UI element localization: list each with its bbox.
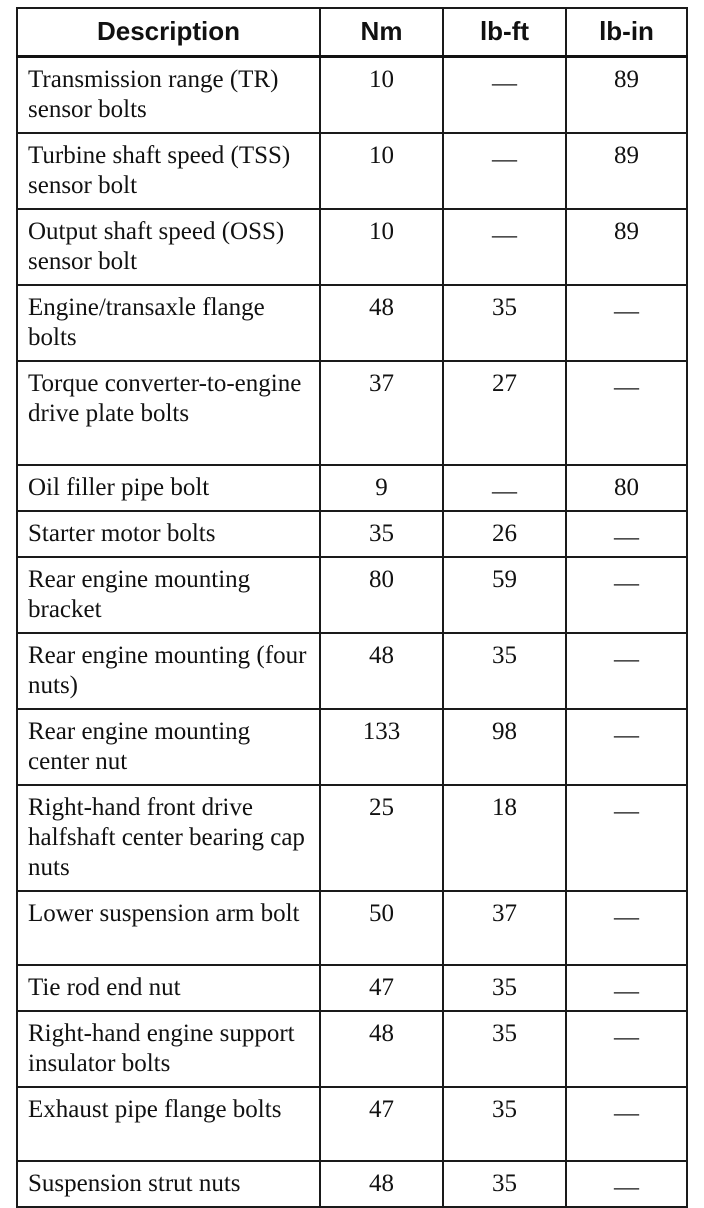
lbft-cell: — bbox=[443, 209, 566, 285]
lbft-cell: 37 bbox=[443, 891, 566, 965]
table-row bbox=[17, 285, 687, 361]
lbft-cell: 35 bbox=[443, 965, 566, 1011]
description-cell: Right-hand front drive halfshaft center bearing cap nuts bbox=[17, 785, 320, 891]
table-row bbox=[17, 361, 687, 465]
lbft-cell: 35 bbox=[443, 633, 566, 709]
nm-cell: 133 bbox=[320, 709, 443, 785]
nm-cell: 10 bbox=[320, 56, 443, 133]
lbft-cell: 98 bbox=[443, 709, 566, 785]
lbin-cell: — bbox=[566, 1011, 687, 1087]
lbft-cell: — bbox=[443, 133, 566, 209]
lbin-cell: — bbox=[566, 557, 687, 633]
nm-cell: 47 bbox=[320, 1087, 443, 1161]
lbft-cell: 59 bbox=[443, 557, 566, 633]
nm-cell: 37 bbox=[320, 361, 443, 465]
table-row bbox=[17, 56, 687, 133]
lbin-cell: — bbox=[566, 285, 687, 361]
lbin-cell: — bbox=[566, 965, 687, 1011]
lbin-cell: — bbox=[566, 891, 687, 965]
description-cell: Right-hand engine support insulator bolts bbox=[17, 1011, 320, 1087]
nm-cell: 48 bbox=[320, 633, 443, 709]
table-row bbox=[17, 709, 687, 785]
lbft-cell: 35 bbox=[443, 285, 566, 361]
table-row bbox=[17, 511, 687, 557]
lbft-cell: 35 bbox=[443, 1011, 566, 1087]
table-row bbox=[17, 891, 687, 965]
lbft-cell: 35 bbox=[443, 1161, 566, 1207]
nm-cell: 47 bbox=[320, 965, 443, 1011]
lbin-cell: 89 bbox=[566, 209, 687, 285]
description-cell: Rear engine mounting bracket bbox=[17, 557, 320, 633]
table-row bbox=[17, 633, 687, 709]
description-cell: Rear engine mounting (four nuts) bbox=[17, 633, 320, 709]
description-cell: Engine/transaxle flange bolts bbox=[17, 285, 320, 361]
table-row bbox=[17, 1011, 687, 1087]
lbin-cell: — bbox=[566, 361, 687, 465]
table-header bbox=[17, 8, 687, 56]
table-row bbox=[17, 965, 687, 1011]
lbft-cell: 26 bbox=[443, 511, 566, 557]
description-cell: Rear engine mounting center nut bbox=[17, 709, 320, 785]
nm-cell: 25 bbox=[320, 785, 443, 891]
lbin-cell: — bbox=[566, 709, 687, 785]
description-cell: Starter motor bolts bbox=[17, 511, 320, 557]
table-row bbox=[17, 1087, 687, 1161]
table-row bbox=[17, 133, 687, 209]
lbft-cell: — bbox=[443, 465, 566, 511]
nm-cell: 35 bbox=[320, 511, 443, 557]
lbft-cell: — bbox=[443, 56, 566, 133]
nm-cell: 80 bbox=[320, 557, 443, 633]
lbin-cell: — bbox=[566, 1161, 687, 1207]
lbin-cell: 89 bbox=[566, 133, 687, 209]
header-lbin: lb-in bbox=[566, 8, 687, 56]
lbin-cell: — bbox=[566, 633, 687, 709]
header-lbft: lb-ft bbox=[443, 8, 566, 56]
lbin-cell: — bbox=[566, 511, 687, 557]
nm-cell: 48 bbox=[320, 1011, 443, 1087]
nm-cell: 9 bbox=[320, 465, 443, 511]
table-body bbox=[17, 56, 687, 1207]
lbft-cell: 27 bbox=[443, 361, 566, 465]
description-cell: Tie rod end nut bbox=[17, 965, 320, 1011]
nm-cell: 48 bbox=[320, 285, 443, 361]
nm-cell: 50 bbox=[320, 891, 443, 965]
description-cell: Output shaft speed (OSS) sensor bolt bbox=[17, 209, 320, 285]
table-row bbox=[17, 785, 687, 891]
lbin-cell: — bbox=[566, 1087, 687, 1161]
description-cell: Transmission range (TR) sensor bolts bbox=[17, 56, 320, 133]
description-cell: Torque converter-to-engine drive plate bolts bbox=[17, 361, 320, 465]
lbin-cell: 80 bbox=[566, 465, 687, 511]
description-cell: Exhaust pipe flange bolts bbox=[17, 1087, 320, 1161]
table-row bbox=[17, 209, 687, 285]
lbin-cell: 89 bbox=[566, 56, 687, 133]
description-cell: Lower suspension arm bolt bbox=[17, 891, 320, 965]
nm-cell: 48 bbox=[320, 1161, 443, 1207]
nm-cell: 10 bbox=[320, 209, 443, 285]
lbft-cell: 35 bbox=[443, 1087, 566, 1161]
description-cell: Turbine shaft speed (TSS) sensor bolt bbox=[17, 133, 320, 209]
table-row bbox=[17, 1161, 687, 1207]
lbft-cell: 18 bbox=[443, 785, 566, 891]
description-cell: Oil filler pipe bolt bbox=[17, 465, 320, 511]
header-description: Description bbox=[17, 8, 320, 56]
description-cell: Suspension strut nuts bbox=[17, 1161, 320, 1207]
torque-spec-table bbox=[16, 7, 688, 1208]
lbin-cell: — bbox=[566, 785, 687, 891]
header-row bbox=[17, 8, 687, 56]
nm-cell: 10 bbox=[320, 133, 443, 209]
header-nm: Nm bbox=[320, 8, 443, 56]
table-row bbox=[17, 465, 687, 511]
table-row bbox=[17, 557, 687, 633]
